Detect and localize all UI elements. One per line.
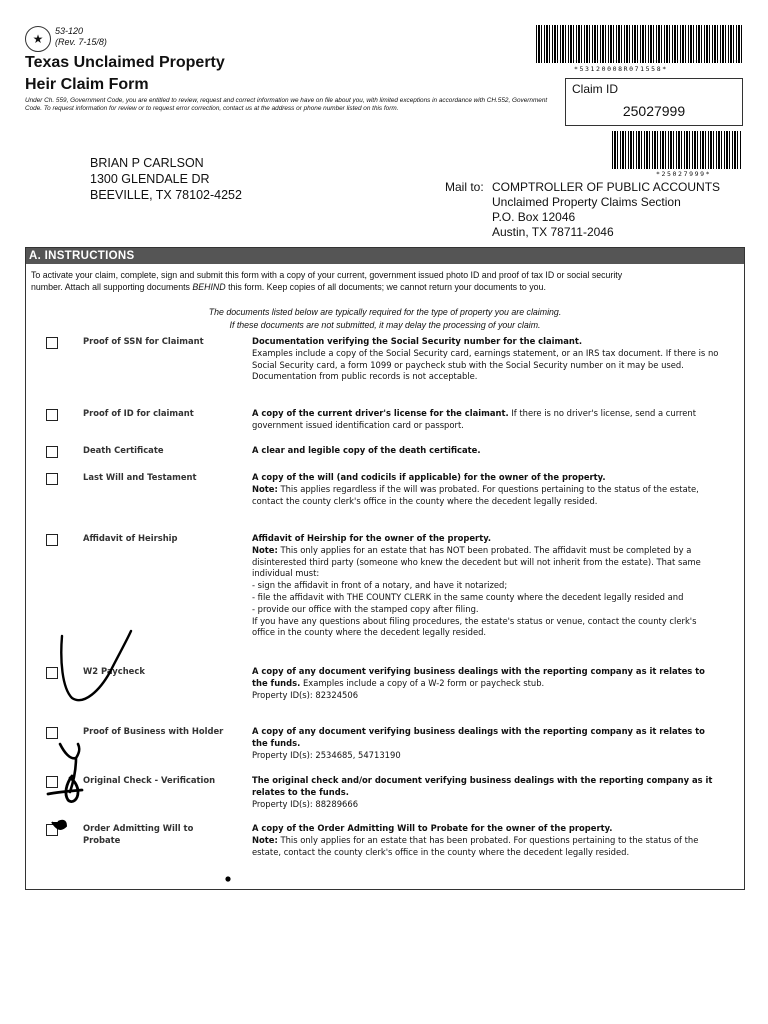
claimant-name: BRIAN P CARLSON — [90, 156, 204, 170]
description-text: This only applies for an estate that has been probated. For questions pertaining to the status of the estate, contact the county clerk's office in the county where the decedent legally resided. — [252, 834, 699, 857]
checkbox-id[interactable] — [46, 409, 58, 421]
document-label: Affidavit of Heirship — [83, 533, 178, 543]
document-label: Proof of ID for claimant — [83, 408, 194, 418]
claimant-address — [90, 155, 242, 203]
document-description — [252, 775, 722, 810]
description-text: This applies regardless if the will was probated. For questions pertaining to the status of the estate, contact the county clerk's office in the county where the decedent legally resided. — [252, 483, 699, 506]
legal-notice: Under Ch. 559, Government Code, you are entitled to review, request and correct information we have on file about you, with limited exceptions in accordance with CH.552, Government Code. To request information for review or to request error correction, contact us at the address or phone number listed on this form. — [25, 97, 548, 112]
claim-id-box — [565, 78, 743, 126]
note-label: Note: — [252, 834, 278, 845]
document-description — [252, 533, 722, 639]
claim-id-value: 25027999 — [622, 103, 686, 119]
state-seal-icon: ★ — [25, 26, 51, 52]
mail-line-2: Unclaimed Property Claims Section — [492, 195, 681, 209]
form-revision: (Rev. 7-15/8) — [55, 37, 107, 47]
intro-line-2a: number. Attach all supporting documents — [31, 282, 193, 292]
description-bold: A copy of the Order Admitting Will to Probate for the owner of the property. — [252, 823, 613, 833]
description-bold: A copy of the current driver's license for the claimant. — [252, 408, 509, 418]
bullet-1: - sign the affidavit in front of a notary, and have it notarized; — [252, 580, 508, 591]
checkbox-business[interactable] — [46, 727, 58, 739]
mail-to-address — [492, 180, 720, 240]
property-ids: Property ID(s): 2534685, 54713190 — [252, 749, 401, 760]
property-ids: Property ID(s): 82324506 — [252, 689, 359, 700]
claim-barcode-text: *25027999* — [656, 170, 712, 178]
document-label: W2 Paycheck — [83, 666, 145, 676]
document-description — [252, 726, 722, 761]
intro-line-2b: this form. Keep copies of all documents; we cannot return your documents to you. — [225, 282, 546, 292]
checkbox-probate-order[interactable] — [46, 824, 58, 836]
checkbox-death-certificate[interactable] — [46, 446, 58, 458]
bullet-2: - file the affidavit with THE COUNTY CLERK in the same county where the decedent legally resided and — [252, 591, 684, 602]
bullet-3: - provide our office with the stamped copy after filing. — [252, 603, 479, 614]
title-line-1: Texas Unclaimed Property — [25, 54, 225, 71]
intro-line-2 — [31, 281, 731, 293]
claimant-street: 1300 GLENDALE DR — [90, 172, 210, 186]
section-heading: A. INSTRUCTIONS — [26, 248, 744, 264]
page-title — [25, 52, 225, 96]
documents-note — [26, 306, 744, 332]
property-ids: Property ID(s): 88289666 — [252, 798, 359, 809]
form-barcode — [536, 25, 743, 63]
document-label: Order Admitting Will to Probate — [83, 823, 194, 845]
instructions-section — [25, 247, 745, 890]
title-line-2: Heir Claim Form — [25, 76, 149, 93]
document-description — [252, 336, 722, 383]
mail-line-1: COMPTROLLER OF PUBLIC ACCOUNTS — [492, 180, 721, 194]
intro-line-2-emphasis: BEHIND — [192, 282, 226, 292]
document-label: Last Will and Testament — [83, 472, 197, 482]
description-extra: Documentation from public records is not acceptable. — [252, 371, 478, 382]
checkbox-affidavit[interactable] — [46, 534, 58, 546]
document-label: Proof of Business with Holder — [83, 726, 224, 736]
description-bold: A copy of any document verifying business dealings with the reporting company as it relates to the funds. — [252, 666, 705, 688]
description-bold: A copy of the will (and codicils if applicable) for the owner of the property. — [252, 472, 606, 482]
description-bold: Documentation verifying the Social Security number for the claimant. — [252, 336, 583, 346]
description-closing: If you have any questions about filing procedures, the estate's status or venue, contact the county clerk's office in the county where the decedent legally resided. — [252, 615, 697, 638]
claimant-city: BEEVILLE, TX 78102-4252 — [90, 188, 242, 202]
document-description — [252, 823, 722, 858]
description-bold: Affidavit of Heirship for the owner of the property. — [252, 533, 492, 543]
document-description — [252, 408, 722, 432]
claim-id-label: Claim ID — [572, 82, 619, 96]
document-description — [252, 445, 722, 457]
instructions-intro — [31, 269, 731, 293]
document-description — [252, 472, 722, 507]
note-label: Note: — [252, 483, 278, 494]
description-bold: A clear and legible copy of the death certificate. — [252, 445, 481, 455]
description-bold: A copy of any document verifying business dealings with the reporting company as it relates to the funds. — [252, 726, 705, 748]
document-description — [252, 666, 722, 701]
description-text: If there is no driver's license, send a current government issued identification card or passport. — [252, 408, 696, 430]
form-number: 53-120 — [55, 26, 84, 36]
form-barcode-text: *53120008R071558* — [574, 65, 668, 73]
description-bold: The original check and/or document verifying business dealings with the reporting company as it relates to the funds. — [252, 775, 713, 797]
document-label: Death Certificate — [83, 445, 164, 455]
mail-to-label: Mail to: — [445, 180, 484, 194]
note-line-1: The documents listed below are typically required for the type of property you are claiming. — [208, 307, 562, 317]
checkbox-ssn[interactable] — [46, 337, 58, 349]
document-label: Proof of SSN for Claimant — [83, 336, 204, 346]
checkbox-original-check[interactable] — [46, 776, 58, 788]
description-text: This only applies for an estate that has NOT been probated. The affidavit must be completed by a disinterested third party (someone who knew the decedent but will not inherit from the estate). That same individual must: — [252, 544, 701, 579]
form-number-block — [55, 26, 107, 48]
intro-line-1: To activate your claim, complete, sign and submit this form with a copy of your current, government issued photo ID and proof of tax ID or social security — [31, 270, 623, 280]
description-text: Examples include a copy of the Social Security card, earnings statement, or an IRS tax document. If there is no Social Security card, a form 1099 or paycheck stub with the Social Security number on it may be used. — [252, 347, 719, 370]
checkbox-w2[interactable] — [46, 667, 58, 679]
claim-barcode — [612, 131, 742, 169]
checkbox-will[interactable] — [46, 473, 58, 485]
note-line-2: If these documents are not submitted, it may delay the processing of your claim. — [229, 320, 541, 330]
note-label: Note: — [252, 544, 278, 555]
description-text: Examples include a copy of a W-2 form or paycheck stub. — [300, 677, 545, 688]
mail-line-4: Austin, TX 78711-2046 — [492, 225, 614, 239]
mail-line-3: P.O. Box 12046 — [492, 210, 576, 224]
document-label: Original Check - Verification — [83, 775, 216, 785]
